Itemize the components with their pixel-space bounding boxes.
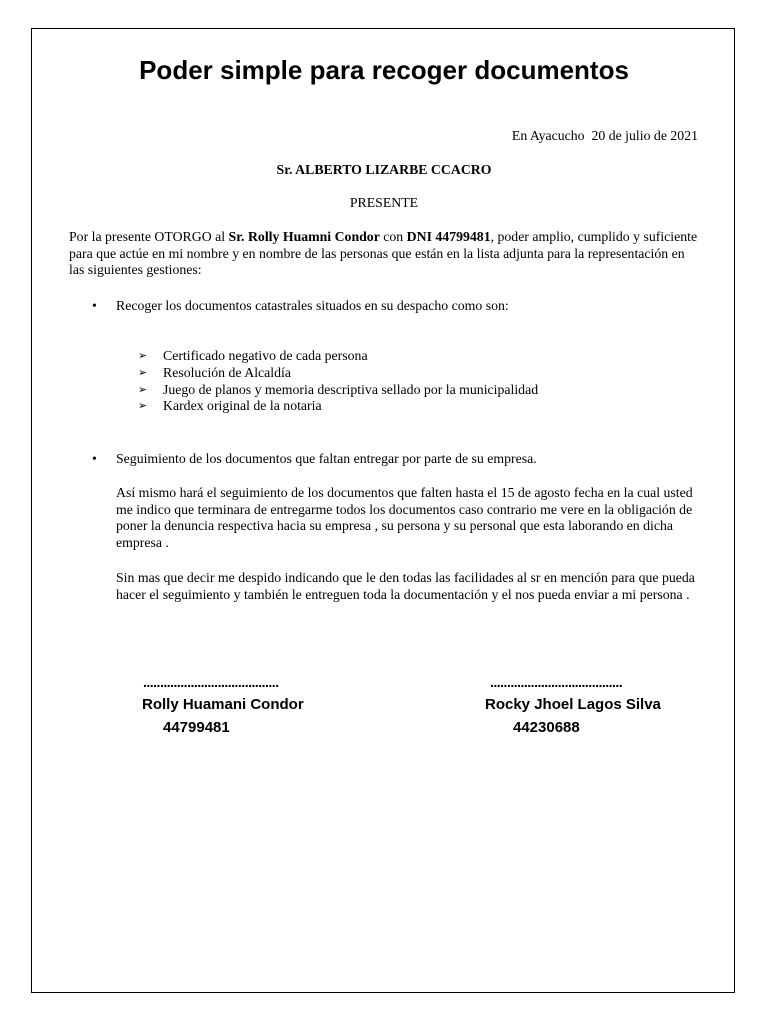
date-line: En Ayacucho 20 de julio de 2021 xyxy=(511,128,698,143)
intro-part3: , poder amplio, cumplido y suficiente para que actúe en mi nombre y en nombre de las personas que están en la lista adjunta para la representación en las siguientes gestiones: xyxy=(69,229,698,277)
intro-part1: Por la presente OTORGO al xyxy=(69,229,229,244)
sub-list-text: Resolución de Alcaldía xyxy=(163,364,291,380)
closing-paragraph: Sin mas que decir me despido indicando que le den todas las facilidades al sr en mención para que pueda hacer el seguimiento y también le entreguen toda la documentación y el nos pueda enviar a mi persona . xyxy=(116,570,695,602)
arrow-bullet-icon: ➢ xyxy=(138,349,148,362)
presente-label: PRESENTE xyxy=(349,195,419,210)
sub-list-text: Certificado negativo de cada persona xyxy=(163,348,368,363)
sub-list-item xyxy=(138,348,698,365)
grantee-dni: DNI 44799481 xyxy=(406,229,491,244)
follow-up-paragraph: Así mismo hará el seguimiento de los documentos que falten hasta el 15 de agosto fecha en la cual usted me indico que terminara de entregarme todos los documentos caso contrario me vere en la obligación de poner la denuncia respectiva hacia su empresa , su persona y su personal que esta laborando en dicha empresa . xyxy=(116,485,693,550)
signer-dni-left: 44799481 xyxy=(163,719,230,736)
signer-name-left: Rolly Huamani Condor xyxy=(142,696,304,713)
signature-line-right: ....................................... xyxy=(490,674,623,690)
signer-name-right: Rocky Jhoel Lagos Silva xyxy=(485,696,661,713)
sub-list xyxy=(138,348,698,415)
sub-list-text: Juego de planos y memoria descriptiva sellado por la municipalidad xyxy=(163,381,539,397)
grantee-name: Sr. Rolly Huamni Condor xyxy=(228,229,380,244)
bullet-dot-icon: • xyxy=(92,298,97,313)
sub-list-text: Kardex original de la notaria xyxy=(163,398,322,414)
bullet-text: Seguimiento de los documentos que faltan entregar por parte de su empresa. xyxy=(116,451,537,466)
sub-list-item xyxy=(138,382,698,399)
sub-list-item xyxy=(138,365,698,382)
bullet-text: Recoger los documentos catastrales situados en su despacho como son: xyxy=(116,298,509,313)
document-title: Poder simple para recoger documentos xyxy=(139,55,629,85)
arrow-bullet-icon: ➢ xyxy=(138,365,148,379)
addressee: Sr. ALBERTO LIZARBE CCACRO xyxy=(276,162,492,177)
signer-dni-right: 44230688 xyxy=(513,719,580,736)
arrow-bullet-icon: ➢ xyxy=(138,382,148,396)
arrow-bullet-icon: ➢ xyxy=(138,399,148,413)
bullet-dot-icon: • xyxy=(92,451,97,466)
intro-paragraph xyxy=(69,229,701,279)
sub-list-item xyxy=(138,398,698,415)
intro-part2: con xyxy=(379,229,407,244)
signature-line-left: ........................................ xyxy=(143,674,279,690)
